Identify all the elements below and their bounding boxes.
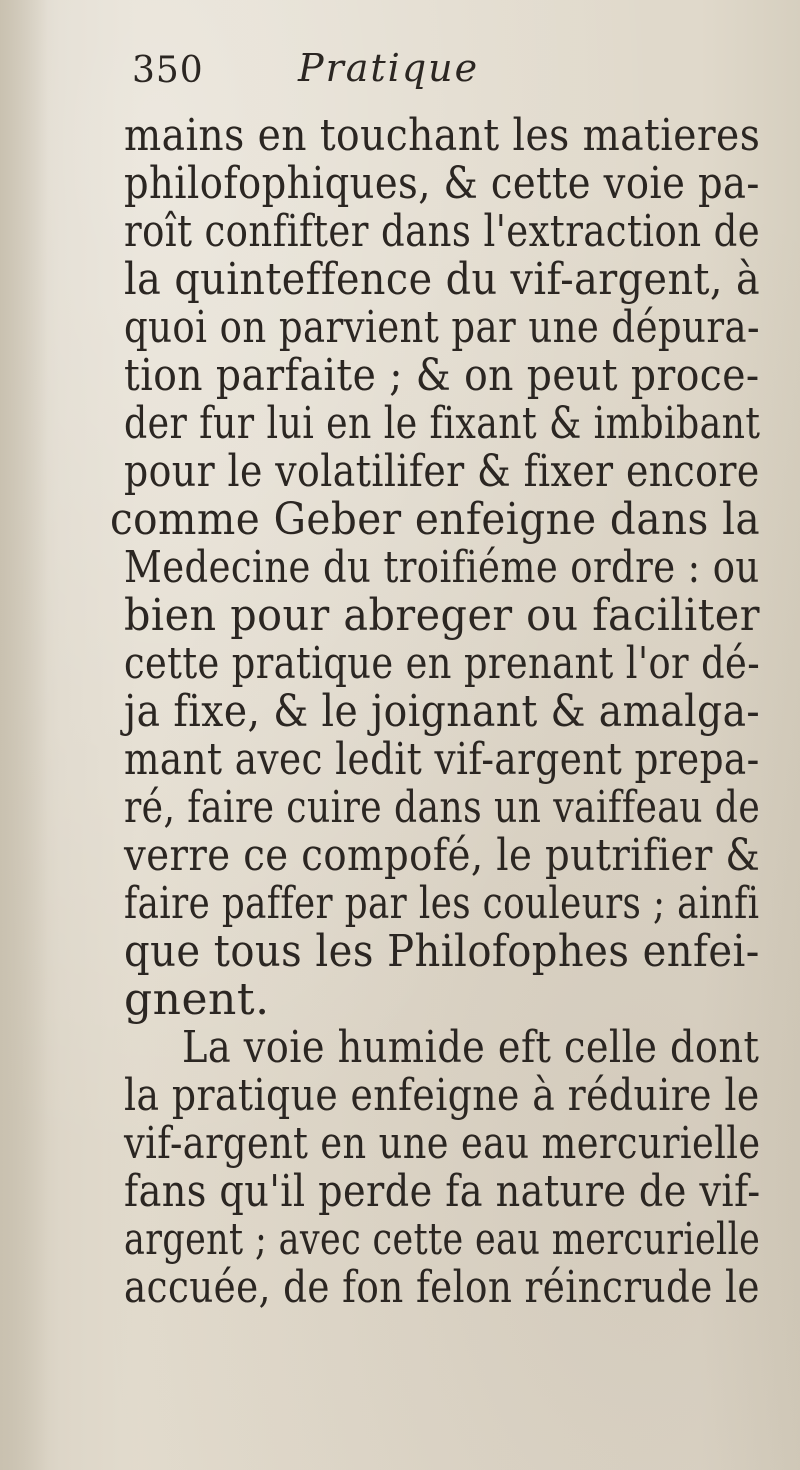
text-line: accuée, de fon felon réincrude le — [124, 1262, 760, 1313]
text-line: argent ; avec cette eau mercurielle — [124, 1214, 761, 1265]
text-line: cette pratique en prenant l'or dé- — [124, 638, 761, 689]
text-line: mant avec ledit vif-argent prepa- — [124, 734, 760, 785]
text-line: roît confifter dans l'extraction de — [124, 206, 761, 257]
text-line: quoi on parvient par une dépura- — [124, 302, 760, 353]
text-line: faire paffer par les couleurs ; ainfi — [124, 878, 760, 929]
text-line: bien pour abreger ou faciliter — [124, 590, 760, 641]
text-line: ré, faire cuire dans un vaiffeau de — [124, 782, 761, 833]
text-line: comme Geber enfeigne dans la — [110, 494, 761, 545]
text-line: der fur lui en le fixant & imbibant — [124, 398, 761, 449]
page-number: 350 — [132, 50, 204, 91]
text-line: tion parfaite ; & on peut proce- — [124, 350, 760, 401]
text-line: gnent. — [124, 974, 270, 1025]
text-line: que tous les Philofophes enfei- — [124, 926, 760, 977]
page-header — [132, 40, 732, 100]
page-left-edge — [0, 0, 48, 1470]
text-line: philofophiques, & cette voie pa- — [124, 158, 760, 209]
text-line: fans qu'il perde fa nature de vif- — [124, 1166, 761, 1217]
text-line: verre ce compofé, le putrifier & — [124, 830, 761, 881]
text-line: mains en touchant les matieres — [124, 110, 761, 161]
text-line: vif-argent en une eau mercurielle — [124, 1118, 761, 1169]
text-line: Medecine du troifiéme ordre : ou — [124, 542, 760, 593]
text-line: la quinteffence du vif-argent, à — [124, 254, 761, 305]
running-head: Pratique — [298, 46, 480, 90]
text-line: la pratique enfeigne à réduire le — [124, 1070, 760, 1121]
text-line: pour le volatilifer & fixer encore — [124, 446, 760, 497]
text-line: La voie humide eft celle dont — [182, 1022, 760, 1073]
text-line: ja fixe, & le joignant & amalga- — [124, 686, 761, 737]
